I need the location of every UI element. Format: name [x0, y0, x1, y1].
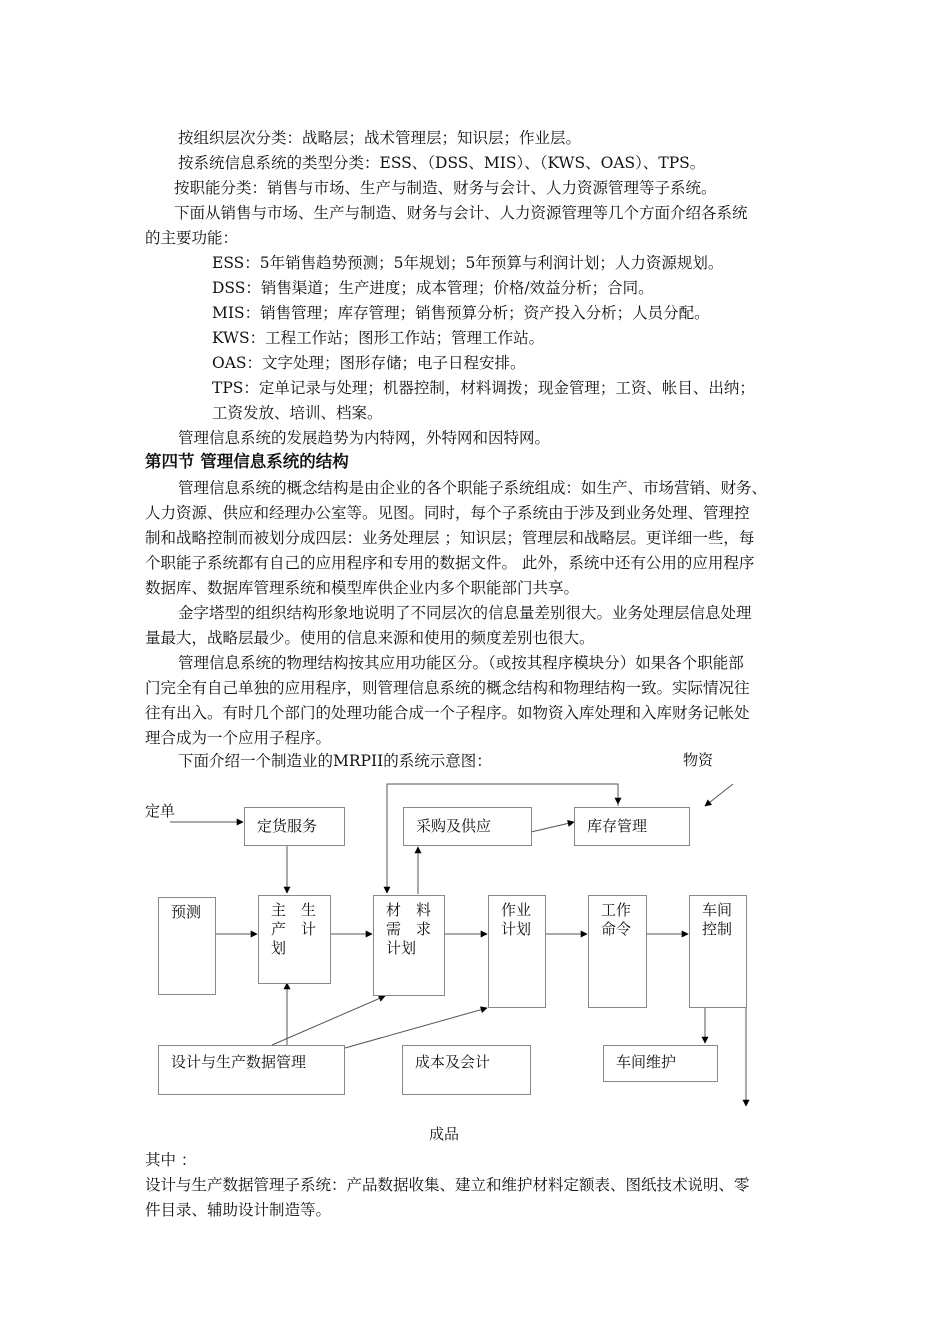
- item-ess: ESS：5年销售趋势预测；5年规划；5年预算与利润计划；人力资源规划。: [212, 254, 724, 272]
- inventory-box: [574, 807, 690, 846]
- section-heading: 第四节 管理信息系统的结构: [145, 452, 349, 471]
- work-order-label-2: 命令: [601, 920, 632, 938]
- para-intro-line2: 的主要功能：: [145, 229, 239, 247]
- design-data-box: [158, 1045, 345, 1095]
- input-material-label: 物资: [683, 751, 714, 769]
- job-plan-box: [488, 895, 546, 1008]
- mps-box: [258, 895, 331, 984]
- para-intro-line1: 下面从销售与市场、生产与制造、财务与会计、人力资源管理等几个方面介绍各系统: [174, 204, 748, 222]
- design-data-label: 设计与生产数据管理: [171, 1053, 307, 1071]
- para-concept-line4: 个职能子系统都有自己的应用程序和专用的数据文件。 此外，系统中还有公用的应用程序: [145, 554, 755, 572]
- mrp-label-1: 材 料: [386, 901, 432, 919]
- forecast-box: [158, 897, 216, 995]
- purchase-box: [403, 807, 532, 846]
- item-oas: OAS：文字处理；图形存储；电子日程安排。: [212, 354, 526, 372]
- para-concept-line2: 人力资源、供应和经理办公室等。见图。同时，每个子系统由于涉及到业务处理、管理控: [145, 504, 750, 522]
- para-pyramid-line2: 量最大，战略层最少。使用的信息来源和使用的频度差别也很大。: [145, 629, 595, 647]
- job-plan-label-2: 计划: [501, 920, 532, 938]
- note-heading: 其中 ：: [145, 1151, 197, 1169]
- work-order-label-1: 工作: [601, 901, 632, 919]
- mrp-box: [373, 895, 445, 996]
- cost-account-label: 成本及会计: [415, 1053, 491, 1071]
- shop-control-label-2: 控制: [702, 920, 733, 938]
- shop-control-box: [689, 895, 747, 1008]
- mrp-label-2: 需 求: [386, 920, 432, 938]
- item-tps-line1: TPS：定单记录与处理；机器控制，材料调拨；现金管理；工资、帐目、出纳；: [212, 379, 755, 397]
- order-service-label: 定货服务: [257, 817, 318, 835]
- shop-maintenance-label: 车间维护: [616, 1053, 677, 1071]
- para-function: 按职能分类：销售与市场、生产与制造、财务与会计、人力资源管理等子系统。: [174, 179, 717, 197]
- para-concept-line3: 制和战略控制而被划分成四层：业务处理层 ；知识层；管理层和战略层。更详细一些，每: [145, 529, 755, 547]
- mps-label-1: 主 生: [271, 901, 317, 919]
- item-dss: DSS：销售渠道；生产进度；成本管理；价格/效益分析；合同。: [212, 279, 654, 297]
- work-order-box: [588, 895, 647, 1008]
- item-kws: KWS：工程工作站；图形工作站；管理工作站。: [212, 329, 545, 347]
- para-physical-line2: 门完全有自己单独的应用程序，则管理信息系统的概念结构和物理结构一致。实际情况往: [145, 679, 750, 697]
- mps-label-2: 产 计: [271, 920, 317, 938]
- para-diagram-intro: 下面介绍一个制造业的MRPII的系统示意图：: [178, 752, 492, 770]
- para-physical-line4: 理合成为一个应用子程序。: [145, 729, 332, 747]
- inventory-label: 库存管理: [587, 817, 648, 835]
- para-org-level: 按组织层次分类：战略层；战术管理层；知识层；作业层。: [178, 129, 582, 147]
- job-plan-label-1: 作业: [501, 901, 532, 919]
- para-system-type: 按系统信息系统的类型分类：ESS、（DSS、MIS）、（KWS、OAS）、TPS。: [178, 154, 706, 172]
- item-mis: MIS：销售管理；库存管理；销售预算分析；资产投入分析；人员分配。: [212, 304, 710, 322]
- mps-label-3: 划: [271, 939, 287, 957]
- para-pyramid-line1: 金字塔型的组织结构形象地说明了不同层次的信息量差别很大。业务处理层信息处理: [178, 604, 752, 622]
- para-concept-line1: 管理信息系统的概念结构是由企业的各个职能子系统组成：如生产、市场营销、财务、: [178, 479, 768, 497]
- para-physical-line1: 管理信息系统的物理结构按其应用功能区分。（或按其程序模块分）如果各个职能部: [178, 654, 744, 672]
- para-concept-line5: 数据库、数据库管理系统和模型库供企业内多个职能部门共享。: [145, 579, 580, 597]
- forecast-label: 预测: [171, 903, 202, 921]
- para-trend: 管理信息系统的发展趋势为内特网，外特网和因特网。: [178, 429, 551, 447]
- output-product-label: 成品: [429, 1125, 460, 1143]
- shop-maintenance-box: [603, 1045, 718, 1082]
- cost-account-box: [402, 1045, 531, 1095]
- note-line2: 件目录、辅助设计制造等。: [145, 1201, 332, 1219]
- purchase-label: 采购及供应: [416, 817, 492, 835]
- item-tps-line2: 工资发放、培训、档案。: [212, 404, 383, 422]
- order-service-box: [244, 807, 345, 846]
- para-physical-line3: 往有出入。有时几个部门的处理功能合成一个子程序。如物资入库处理和入库财务记帐处: [145, 704, 750, 722]
- mrp-label-3: 计划: [386, 939, 417, 957]
- note-line1: 设计与生产数据管理子系统：产品数据收集、建立和维护材料定额表、图纸技术说明、零: [145, 1176, 750, 1194]
- input-order-label: 定单: [145, 802, 176, 820]
- shop-control-label-1: 车间: [702, 901, 733, 919]
